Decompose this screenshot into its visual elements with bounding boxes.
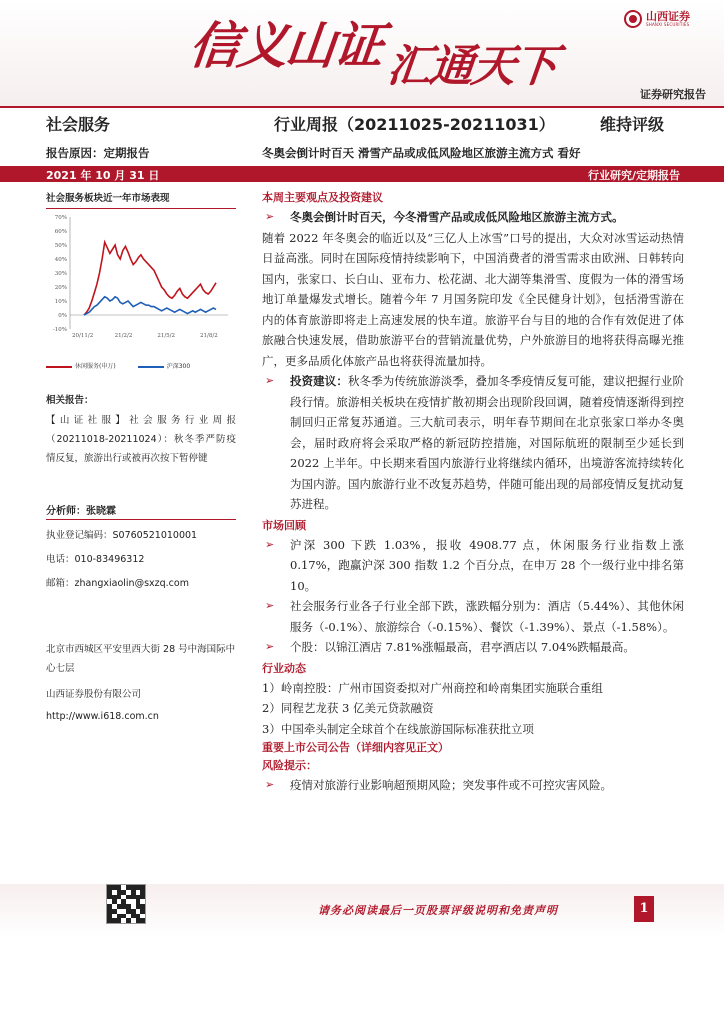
y-tick-label: 0% — [58, 313, 67, 319]
viewpoint-2-body: 秋冬季为传统旅游淡季，叠加冬季疫情反复可能，建议把握行业阶段行情。旅游相关板块在疫情扩散初期会出现阶段回调，随着疫情逐渐得到控制回归正常复苏通道。三大航司表示，明年春节期间在北京张家口举办冬奥会，届时政府将会采取严格的新冠防控措施，对国际航班的限制至少延长到 2022 上半年。中长期来看国内旅游行业将继续内循环，出境游客流持续转化为国内游。国内旅游行业不改复苏趋势，伴随可能出现的局部疫情反复扰动复苏进程。 — [290, 374, 685, 511]
viewpoint-bullet-1 — [262, 207, 684, 228]
report-headline: 冬奥会倒计时百天 滑雪产品或成低风险地区旅游主流方式 看好 — [262, 146, 581, 160]
market-item-1: 沪深 300 下跌 1.03%，报收 4908.77 点，休闲服务行业指数上涨 0.17%，跑赢沪深 300 指数 1.2 个百分点，在申万 28 个一级行业中排名第 10。 — [290, 537, 684, 593]
y-tick-label: -10% — [52, 327, 67, 333]
bullet-arrow-icon: ➢ — [265, 778, 275, 791]
y-tick-label: 40% — [54, 257, 67, 263]
risk-item-1: 疫情对旅游行业影响超预期风险；突发事件或不可控灾害风险。 — [290, 778, 612, 792]
risk-section-title: 风险提示： — [262, 759, 317, 772]
market-item-3: 个股：以锦江酒店 7.81%涨幅最高，君亭酒店以 7.04%跌幅最高。 — [290, 640, 635, 654]
performance-chart — [46, 209, 236, 359]
report-type: 证券研究报告 — [640, 88, 706, 101]
analyst-divider — [46, 519, 236, 520]
report-title: 行业周报（20211025-20211031） — [274, 115, 555, 134]
y-tick-label: 70% — [54, 215, 67, 221]
summary-section-title: 本周主要观点及投资建议 — [262, 191, 383, 204]
dynamics-item-2: 2）同程艺龙获 3 亿美元贷款融资 — [262, 701, 434, 715]
slogan-part1: 信义山证 — [186, 17, 385, 75]
dynamics-item-3: 3）中国牵头制定全球首个在线旅游国际标准获批立项 — [262, 721, 534, 736]
bullet-arrow-icon: ➢ — [265, 374, 275, 387]
logo-icon — [624, 10, 642, 28]
legend-item-hs300 — [138, 361, 190, 370]
page-number: 1 — [634, 896, 654, 922]
dynamics-item-1: 1）岭南控股：广州市国资委拟对广州商控和岭南集团实施联合重组 — [262, 680, 603, 695]
chart-svg — [46, 209, 236, 359]
qr-code-icon — [106, 884, 146, 924]
office-address: 北京市西城区平安里西大街 28 号中海国际中心七层 — [46, 644, 236, 674]
analyst-name: 分析师：张晓霖 — [46, 506, 116, 517]
y-tick-label: 20% — [54, 285, 67, 291]
bullet-arrow-icon: ➢ — [265, 210, 275, 223]
y-tick-label: 30% — [54, 271, 67, 277]
related-reports-label: 相关报告： — [46, 395, 94, 406]
viewpoint-bullet-2 — [262, 371, 684, 515]
chart-legend — [46, 361, 236, 370]
website-link[interactable]: http://www.i618.com.cn — [46, 711, 159, 722]
market-bullet-2 — [262, 596, 684, 637]
header-divider — [0, 106, 724, 108]
x-tick-label: 21/8/2 — [200, 333, 218, 339]
market-bullet-3 — [262, 637, 684, 658]
industry-name: 社会服务 — [46, 115, 111, 134]
company-name: 山西证券股份有限公司 — [46, 689, 142, 700]
y-tick-label: 60% — [54, 229, 67, 235]
viewpoint-1-lead: 冬奥会倒计时百天，今冬滑雪产品或成低风险地区旅游主流方式。 — [290, 210, 624, 224]
slogan-part2: 汇通天下 — [384, 41, 559, 92]
company-logo — [624, 6, 718, 32]
legend-label-leisure: 休闲服务(申万) — [75, 363, 116, 370]
logo-subtitle: SHANXI SECURITIES — [646, 22, 690, 27]
logo-name: 山西证券 — [646, 10, 690, 23]
series-line-hs300 — [84, 297, 216, 315]
series-line-leisure — [84, 242, 216, 315]
legend-item-leisure — [46, 361, 116, 370]
bullet-arrow-icon: ➢ — [265, 599, 275, 612]
date-bar — [0, 166, 724, 182]
bullet-arrow-icon: ➢ — [265, 537, 275, 551]
bullet-arrow-icon: ➢ — [265, 640, 275, 653]
x-tick-label: 21/2/2 — [114, 333, 133, 339]
x-tick-label: 20/11/2 — [72, 333, 94, 339]
y-tick-label: 50% — [54, 243, 67, 249]
x-tick-label: 21/5/2 — [157, 333, 176, 339]
report-category: 行业研究/定期报告 — [587, 169, 680, 182]
viewpoint-1-body: 随着 2022 年冬奥会的临近以及“三亿人上冰雪”口号的提出，大众对冰雪运动热情日益高涨。同时在国际疫情持续影响下，中国消费者的滑雪需求由欧洲、日韩转向国内，张家口、长白山、亚布力、松花湖、北大湖等集滑雪、度假为一体的滑雪场地订单量爆发式增长。随着今年 7 月国务院印发《全民健身计划》，包括滑雪游在内的体育旅游即将走上高速发展的快车道。旅游平台与目的地的合作有效促进了体旅融合快速发展，借助旅游平台的营销流量优势，户外旅游目的地将获得高曝光推广，更多品质化体旅产品也将获得流量加持。 — [262, 230, 684, 368]
market-section-title: 市场回顾 — [262, 518, 306, 532]
related-report-link[interactable]: 【山证社服】社会服务行业周报（20211018-20211024）：秋冬季严防疫情反复，旅游出行或被再次按下暂停键 — [46, 415, 236, 464]
y-tick-label: 10% — [54, 299, 67, 305]
risk-bullet-1 — [262, 775, 684, 796]
viewpoint-2-lead: 投资建议： — [290, 374, 348, 388]
rating: 维持评级 — [600, 115, 665, 134]
report-date: 2021 年 10 月 31 日 — [46, 169, 160, 182]
left-sidebar — [46, 188, 236, 370]
phone-number: 电话：010-83496312 — [46, 554, 145, 565]
market-item-2: 社会服务行业各子行业全部下跌，涨跌幅分别为：酒店（5.44%）、其他休闲服务（-0.1%）、旅游综合（-0.15%）、餐饮（-1.39%）、景点（-1.58%）。 — [290, 599, 684, 634]
report-reason: 报告原因：定期报告 — [46, 146, 150, 160]
license-number: 执业登记编码：S0760521010001 — [46, 530, 198, 541]
disclaimer-note: 请务必阅读最后一页股票评级说明和免责声明 — [318, 904, 558, 917]
announcements-title[interactable]: 重要上市公司公告（详细内容见正文） — [262, 741, 449, 754]
legend-label-hs300: 沪深300 — [166, 363, 191, 370]
chart-title: 社会服务板块近一年市场表现 — [46, 188, 236, 209]
dynamics-section-title: 行业动态 — [262, 661, 306, 675]
main-content — [262, 189, 684, 796]
market-bullet-1 — [262, 535, 684, 597]
email-address[interactable]: 邮箱：zhangxiaolin@sxzq.com — [46, 578, 189, 589]
